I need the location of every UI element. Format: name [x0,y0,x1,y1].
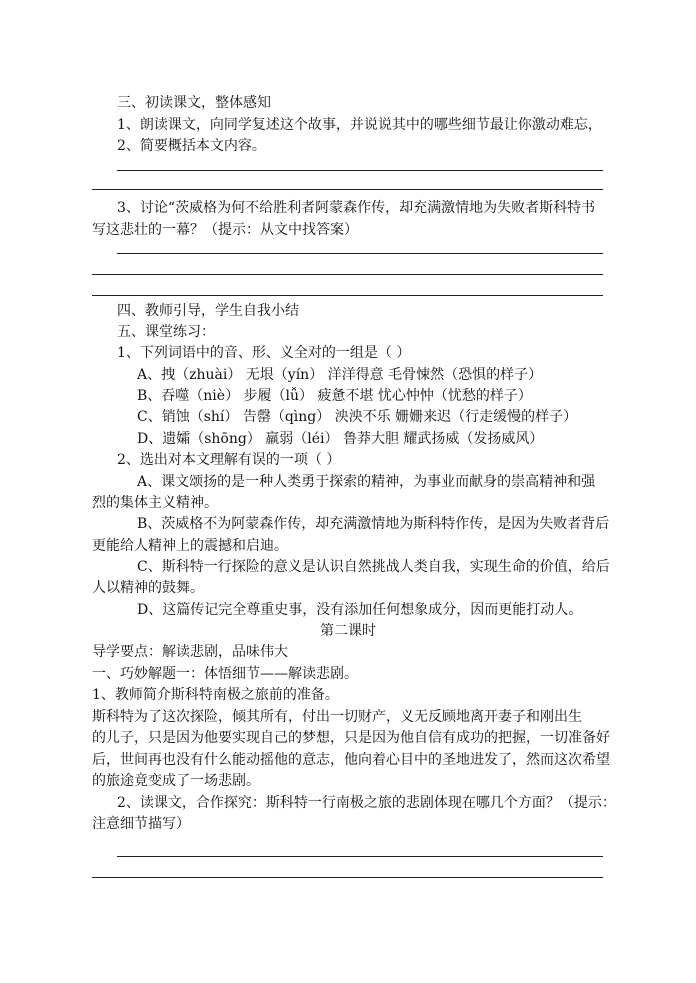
exercise-option-d: D、遗孀（shōng） 羸弱（léi） 鲁莽大胆 耀武扬威（发扬威风） [137,431,544,447]
lesson2-point-1: 1、教师简介斯科特南极之旅前的准备。 [92,687,339,703]
section3-question-3-line1: 3、讨论“茨威格为何不给胜利者阿蒙森作传，却充满激情地为失败者斯科特书 [117,200,596,216]
section5-heading: 五、课堂练习： [117,324,215,340]
exercise-q2-option-c-line1: C、斯科特一行探险的意义是认识自然挑战人类自我，实现生命的价值，给后 [137,559,610,575]
lesson2-point-2-line1: 2、读课文，合作探究：斯科特一行南极之旅的悲剧体现在哪几个方面？（提示： [117,795,616,811]
section3-question-3-line2: 写这悲壮的一幕？（提示：从文中找答案） [92,222,358,238]
lesson2-part1-heading: 一、巧妙解题一：体悟细节——解读悲剧。 [92,666,358,682]
exercise-option-a: A、拽（zhuài） 无垠（yín） 洋洋得意 毛骨悚然（恐惧的样子） [137,367,543,383]
exercise-option-c: C、销蚀（shí） 告罄（qìng） 泱泱不乐 姗姗来迟（行走缓慢的样子） [137,409,578,425]
section3-heading: 三、初读课文，整体感知 [117,95,271,111]
exercise-q2-option-a-line2: 烈的集体主义精神。 [92,495,218,511]
exercise-q2-option-c-line2: 人以精神的鼓舞。 [92,580,204,596]
answer-line [117,170,603,171]
answer-line [92,189,603,190]
lesson2-paragraph-line4: 的旅途竟变成了一场悲剧。 [92,773,260,789]
lesson2-paragraph-line1: 斯科特为了这次探险，倾其所有，付出一切财产，义无反顾地离开妻子和刚出生 [92,709,582,725]
exercise-question-2: 2、选出对本文理解有误的一项（ ） [117,452,341,468]
exercise-q2-option-a-line1: A、课文颂扬的是一种人类勇于探索的精神，为事业而献身的崇高精神和强 [137,474,596,490]
section4-heading: 四、教师引导，学生自我小结 [117,303,299,319]
answer-line [92,877,603,878]
lesson2-guide: 导学要点：解读悲剧，品味伟大 [92,644,288,660]
lesson2-paragraph-line2: 的儿子，只是因为他要实现自己的梦想，只是因为他自信有成功的把握，一切准备好 [92,730,610,746]
answer-line [92,274,603,275]
exercise-q2-option-d: D、这篇传记完全尊重史事，没有添加任何想象成分，因而更能打动人。 [137,602,583,618]
answer-line [117,856,603,857]
lesson2-point-2-line2: 注意细节描写） [92,816,190,832]
section3-question-1: 1、朗读课文，向同学复述这个故事，并说说其中的哪些细节最让你激动难忘， [117,117,602,133]
answer-line [117,253,603,254]
exercise-option-b: B、吞噬（niè） 步履（lǚ） 疲惫不堪 忧心忡忡（忧愁的样子） [137,388,532,404]
section3-question-2: 2、简要概括本文内容。 [117,138,266,154]
lesson2-paragraph-line3: 后，世间再也没有什么能动摇他的意志，他向着心目中的圣地进发了，然而这次希望 [92,752,610,768]
lesson2-title: 第二课时 [320,623,376,639]
exercise-question-1: 1、下列词语中的音、形、义全对的一组是（ ） [117,345,411,361]
exercise-q2-option-b-line1: B、茨威格不为阿蒙森作传，却充满激情地为斯科特作传，是因为失败者背后 [137,516,610,532]
exercise-q2-option-b-line2: 更能给人精神上的震撼和启迪。 [92,538,288,554]
answer-line [92,295,603,296]
